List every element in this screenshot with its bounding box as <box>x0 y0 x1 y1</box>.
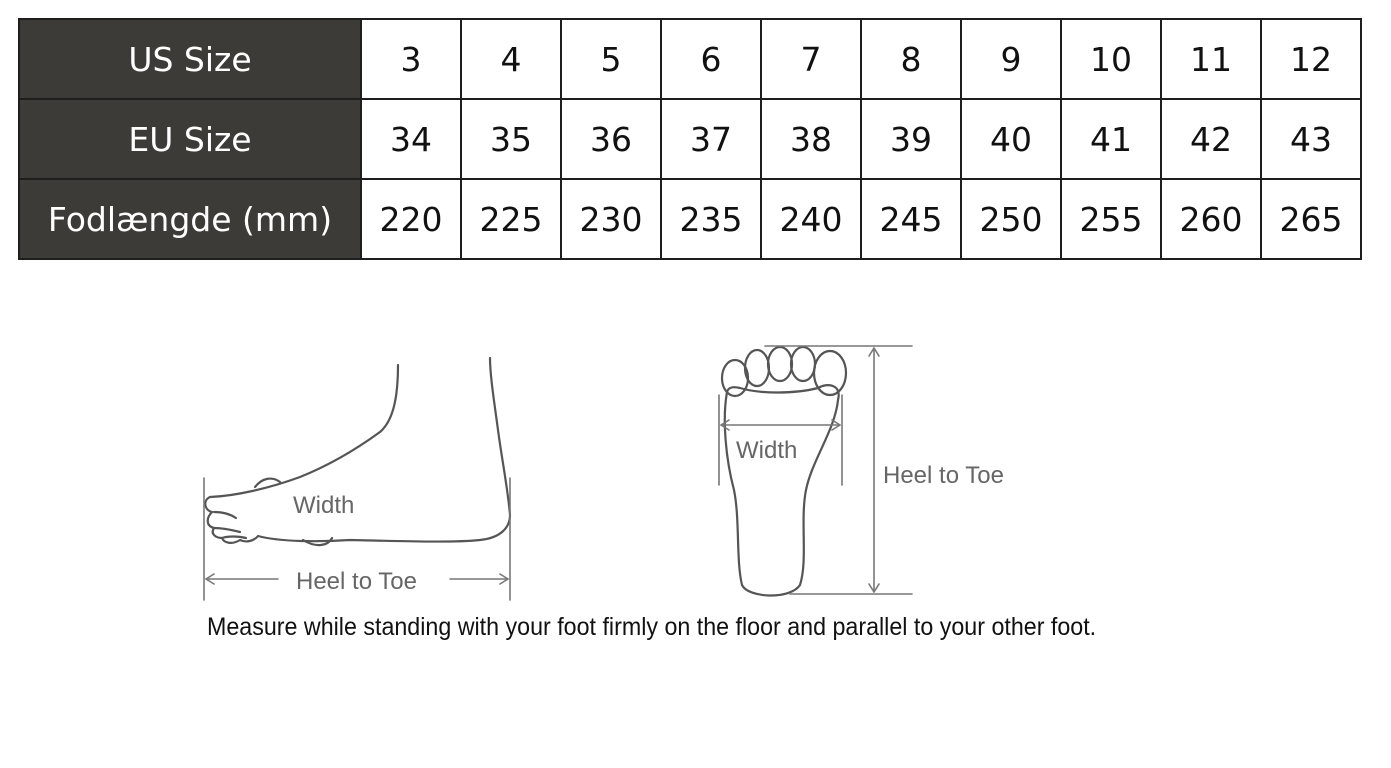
table-cell: 35 <box>461 99 561 179</box>
table-cell: 230 <box>561 179 661 259</box>
table-cell: 5 <box>561 19 661 99</box>
table-cell: 36 <box>561 99 661 179</box>
table-cell: 3 <box>361 19 461 99</box>
table-cell: 34 <box>361 99 461 179</box>
table-cell: 250 <box>961 179 1061 259</box>
table-cell: 10 <box>1061 19 1161 99</box>
table-cell: 9 <box>961 19 1061 99</box>
toe-4-icon <box>791 347 815 381</box>
table-cell: 225 <box>461 179 561 259</box>
table-cell: 12 <box>1261 19 1361 99</box>
table-cell: 40 <box>961 99 1061 179</box>
foot-side-outline-icon <box>205 358 510 543</box>
foot-sole-outline-icon <box>725 385 839 595</box>
sole-length-label: Heel to Toe <box>883 462 1004 489</box>
table-cell: 235 <box>661 179 761 259</box>
row-header: EU Size <box>19 99 361 179</box>
measurement-instruction: Measure while standing with your foot firmly on the floor and parallel to your other foot. <box>207 613 1097 641</box>
table-cell: 42 <box>1161 99 1261 179</box>
row-header: Fodlængde (mm) <box>19 179 361 259</box>
table-cell: 220 <box>361 179 461 259</box>
table-cell: 43 <box>1261 99 1361 179</box>
table-cell: 245 <box>861 179 961 259</box>
toe-2-icon <box>745 350 769 386</box>
toe-5-icon <box>814 351 846 395</box>
toe-lines-icon <box>214 512 246 538</box>
sole-width-label: Width <box>736 437 798 464</box>
table-cell: 37 <box>661 99 761 179</box>
table-cell: 7 <box>761 19 861 99</box>
table-cell: 8 <box>861 19 961 99</box>
table-cell: 240 <box>761 179 861 259</box>
side-length-label: Heel to Toe <box>296 568 417 595</box>
side-view-foot-diagram <box>204 358 510 600</box>
table-cell: 38 <box>761 99 861 179</box>
table-cell: 260 <box>1161 179 1261 259</box>
table-cell: 11 <box>1161 19 1261 99</box>
table-cell: 255 <box>1061 179 1161 259</box>
table-cell: 6 <box>661 19 761 99</box>
table-cell: 39 <box>861 99 961 179</box>
table-cell: 4 <box>461 19 561 99</box>
table-cell: 41 <box>1061 99 1161 179</box>
table-cell: 265 <box>1261 179 1361 259</box>
toe-3-icon <box>768 347 792 381</box>
side-width-label: Width <box>293 492 355 519</box>
row-header: US Size <box>19 19 361 99</box>
